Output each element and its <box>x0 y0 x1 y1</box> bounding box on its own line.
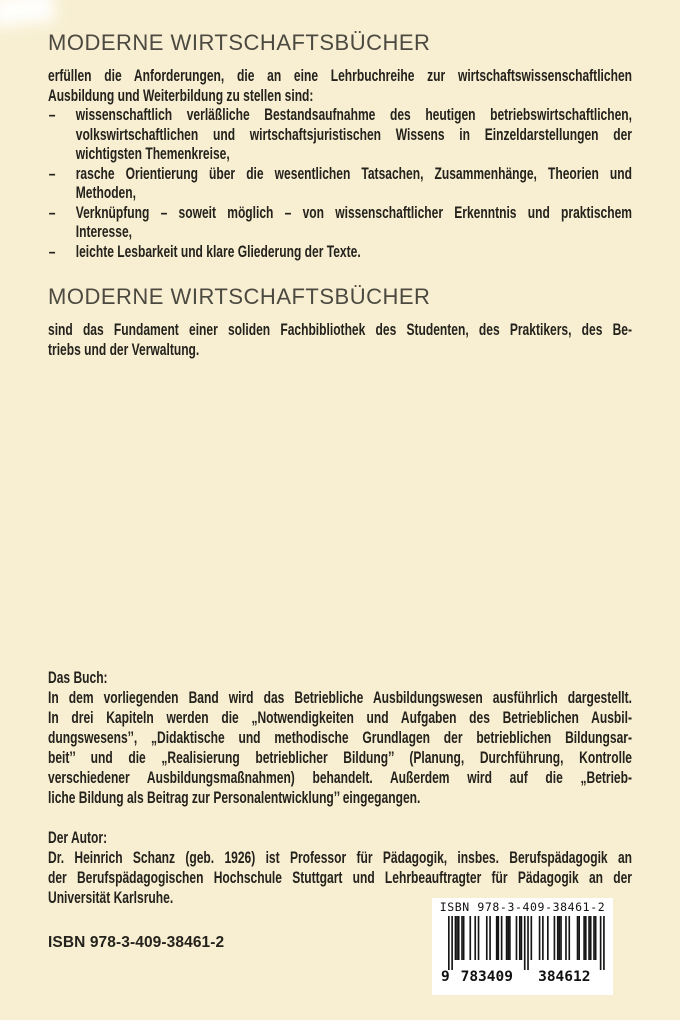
text-line: Methoden, <box>75 184 136 202</box>
text-line: Universität Karlsruhe. <box>48 889 174 907</box>
text-line: dungswesens’’, „Didaktische und methodische Grundlagen der betrieblichen Bildungsar- <box>48 729 632 747</box>
series-description-paragraph <box>48 321 632 360</box>
text-line: volkswirtschaftlichen und wirtschaftsjuristischen Wissens in Einzeldarstellungen der <box>75 125 633 144</box>
text-line: erfüllen die Anforderungen, die an eine Lehrbuchreihe zur wirtschaftswissenschaftlichen <box>48 67 632 85</box>
text-line: leichte Lesbarkeit und klare Gliederung der Texte. <box>75 242 361 261</box>
text-line: sind das Fundament einer soliden Fachbibliothek des Studenten, des Praktikers, des Be- <box>48 321 632 339</box>
text-line: beit’’ und die „Realisierung betrieblicher Bildung’’ (Planung, Durchführung, Kontrolle <box>48 749 632 767</box>
series-description <box>48 321 632 360</box>
barcode <box>432 898 613 995</box>
list-item-text <box>76 243 632 263</box>
text-line: Verknüpfung – soweit möglich – von wissenschaftlicher Erkenntnis und praktischem <box>75 203 633 222</box>
book-section <box>48 668 632 808</box>
text-line: triebs und der Verwaltung. <box>48 340 200 359</box>
text-line: Interesse, <box>75 223 132 241</box>
text-line: In drei Kapiteln werden die „Notwendigkeiten und Aufgaben des Betrieblichen Ausbil- <box>48 709 632 727</box>
text-line: rasche Orientierung über die wesentlichen Tatsachen, Zusammenhänge, Theorien und <box>75 164 633 183</box>
scan-corner-artifact <box>0 0 55 27</box>
text-line: liche Bildung als Beitrag zur Personalentwicklung’’ eingegangen. <box>48 789 421 807</box>
barcode-digit-group: 9 <box>440 969 450 983</box>
series-title-top: MODERNE WIRTSCHAFTSBÜCHER <box>48 30 431 55</box>
isbn-text: ISBN 978-3-409-38461-2 <box>48 934 225 951</box>
barcode-digit-group: 783409 <box>460 969 513 983</box>
text-line: wissenschaftlich verläßliche Bestandsaufnahme des heutigen betriebswirtschaftlichen, <box>75 106 633 124</box>
list-item-text <box>76 204 632 243</box>
book-section-label: Das Buch: <box>48 669 108 687</box>
barcode-digit-group: 384612 <box>537 969 590 983</box>
book-description-paragraph <box>48 688 632 808</box>
barcode-bars <box>440 916 606 983</box>
list-dash-marker: – <box>48 242 56 261</box>
text-line: Dr. Heinrich Schanz (geb. 1926) ist Professor für Pädagogik, insbes. Berufspädagogik an <box>48 849 632 867</box>
list-item-text <box>76 165 632 204</box>
text-line: wichtigsten Themenkreise, <box>75 145 230 163</box>
text-line: In dem vorliegenden Band wird das Betriebliche Ausbildungswesen ausführlich dargestellt. <box>48 689 632 707</box>
text-line: Ausbildung und Weiterbildung zu stellen sind: <box>48 86 314 105</box>
series-title-middle: MODERNE WIRTSCHAFTSBÜCHER <box>48 284 431 309</box>
list-dash-marker: – <box>48 164 56 183</box>
series-intro-block <box>48 67 632 262</box>
list-dash-marker: – <box>48 203 56 222</box>
feature-list <box>48 106 632 262</box>
series-intro-paragraph <box>48 67 632 106</box>
text-line: verschiedener Ausbildungsmaßnahmen) behandelt. Außerdem wird auf die „Betrieb- <box>48 769 632 787</box>
list-item <box>48 106 632 165</box>
barcode-isbn-label: ISBN 978-3-409-38461-2 <box>439 900 606 914</box>
author-section <box>48 828 632 908</box>
list-item-text <box>76 106 632 165</box>
list-item <box>48 204 632 243</box>
list-item <box>48 243 632 263</box>
list-item <box>48 165 632 204</box>
text-line: der Berufspädagogischen Hochschule Stuttgart und Lehrbeauftragter für Pädagogik an der <box>48 869 632 887</box>
author-section-label: Der Autor: <box>48 829 108 847</box>
list-dash-marker: – <box>48 106 56 124</box>
